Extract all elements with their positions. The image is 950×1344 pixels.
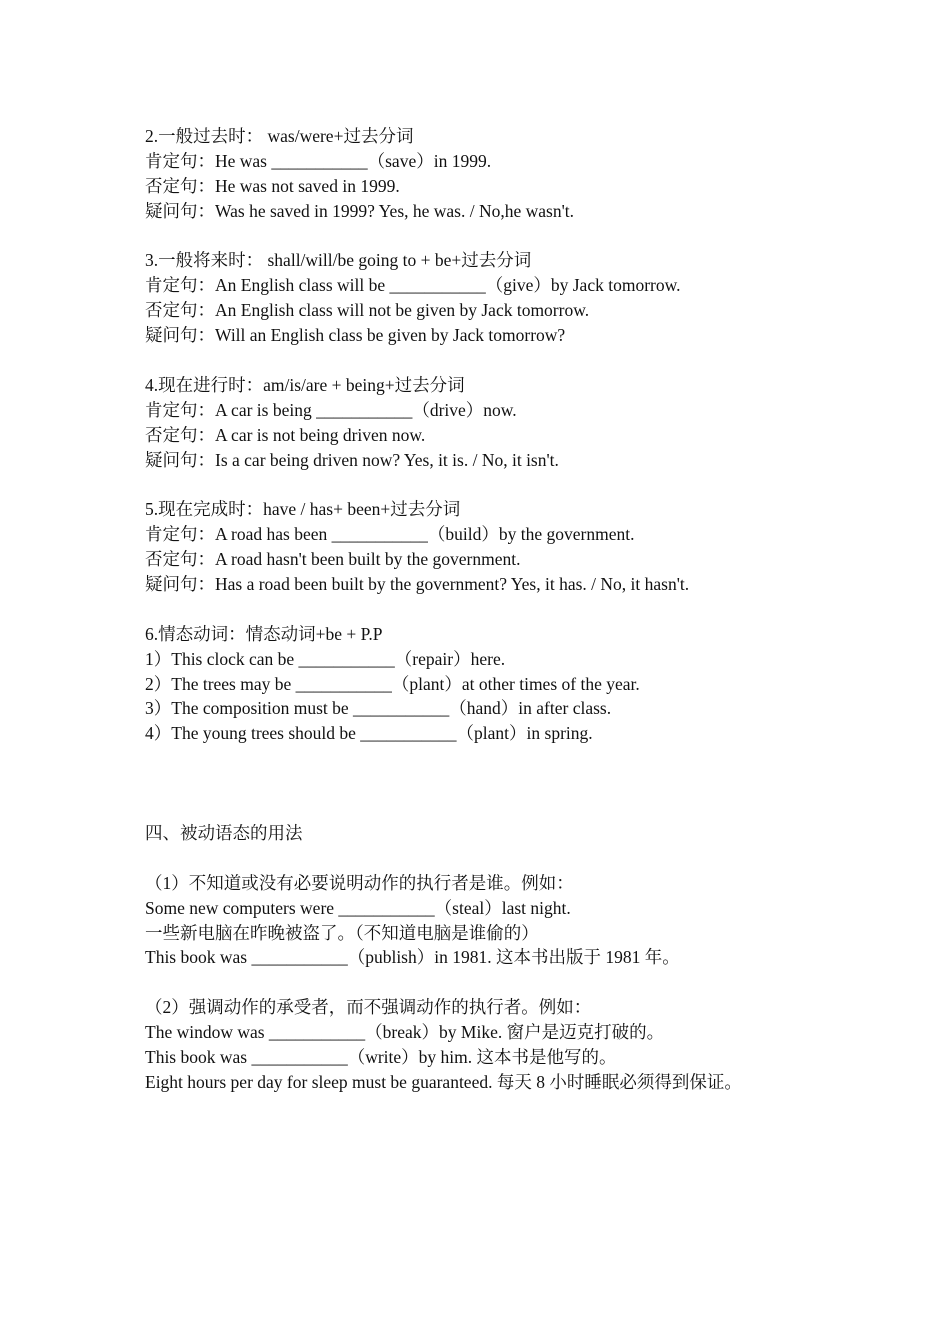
section-heading: 6.情态动词：情态动词+be + P.P [145, 623, 383, 644]
example-sentence: The window was ___________（break）by Mike. 窗户是迈克打破的。 [145, 1022, 665, 1043]
usage-point-heading: （1）不知道或没有必要说明动作的执行者是谁。例如： [145, 872, 574, 893]
question-sentence: 疑问句：Will an English class be given by Jack tomorrow? [145, 325, 566, 346]
negative-sentence: 否定句：A road hasn't been built by the government. [145, 549, 521, 570]
section-present-perfect [145, 497, 935, 597]
exercise-item: 3）The composition must be ___________（hand）in after class. [145, 698, 612, 719]
spacer [145, 746, 935, 821]
section-passive-usage [145, 821, 935, 1095]
affirmative-sentence: 肯定句：He was ___________（save）in 1999. [145, 150, 492, 171]
section-heading: 2.一般过去时： was/were+过去分词 [145, 126, 414, 146]
example-translation: 一些新电脑在昨晚被盗了。（不知道电脑是谁偷的） [145, 922, 539, 943]
spacer [145, 472, 935, 497]
section-simple-future [145, 248, 935, 348]
negative-sentence: 否定句：A car is not being driven now. [145, 424, 426, 445]
exercise-item: 2）The trees may be ___________（plant）at other times of the year. [145, 673, 640, 694]
usage-point-heading: （2）强调动作的承受者，而不强调动作的执行者。例如： [145, 997, 592, 1018]
affirmative-sentence: 肯定句：A car is being ___________（drive）now. [145, 399, 517, 420]
question-sentence: 疑问句：Has a road been built by the government? Yes, it has. / No, it hasn't. [145, 574, 690, 595]
question-sentence: 疑问句：Is a car being driven now? Yes, it is. / No, it isn't. [145, 449, 559, 470]
affirmative-sentence: 肯定句：A road has been ___________（build）by the government. [145, 524, 635, 545]
section-heading: 3.一般将来时： shall/will/be going to + be+过去分词 [145, 250, 532, 271]
spacer [145, 348, 935, 373]
usage-point-2 [145, 995, 935, 1095]
document-content [145, 124, 935, 1095]
section-modal-verbs [145, 622, 935, 746]
exercise-item: 1）This clock can be ___________（repair）here. [145, 648, 506, 669]
spacer [145, 597, 935, 622]
example-sentence: Some new computers were ___________（steal）last night. [145, 897, 571, 918]
section-present-progressive [145, 373, 935, 473]
spacer [145, 224, 935, 249]
section-simple-past [145, 124, 935, 224]
spacer [145, 970, 935, 995]
negative-sentence: 否定句：An English class will not be given by Jack tomorrow. [145, 300, 590, 321]
negative-sentence: 否定句：He was not saved in 1999. [145, 175, 400, 196]
usage-point-1 [145, 871, 935, 971]
example-sentence: This book was ___________（publish）in 1981. 这本书出版于 1981 年。 [145, 947, 680, 968]
affirmative-sentence: 肯定句：An English class will be ___________（give）by Jack tomorrow. [145, 275, 681, 296]
example-sentence: Eight hours per day for sleep must be guaranteed. 每天 8 小时睡眠必须得到保证。 [145, 1071, 742, 1092]
spacer [145, 846, 935, 871]
exercise-item: 4）The young trees should be ___________（plant）in spring. [145, 723, 593, 744]
part-heading: 四、被动语态的用法 [145, 822, 303, 843]
section-heading: 4.现在进行时：am/is/are + being+过去分词 [145, 374, 465, 395]
example-sentence: This book was ___________（write）by him. 这本书是他写的。 [145, 1046, 617, 1067]
section-heading: 5.现在完成时：have / has+ been+过去分词 [145, 499, 461, 520]
question-sentence: 疑问句：Was he saved in 1999? Yes, he was. / No,he wasn't. [145, 200, 574, 221]
